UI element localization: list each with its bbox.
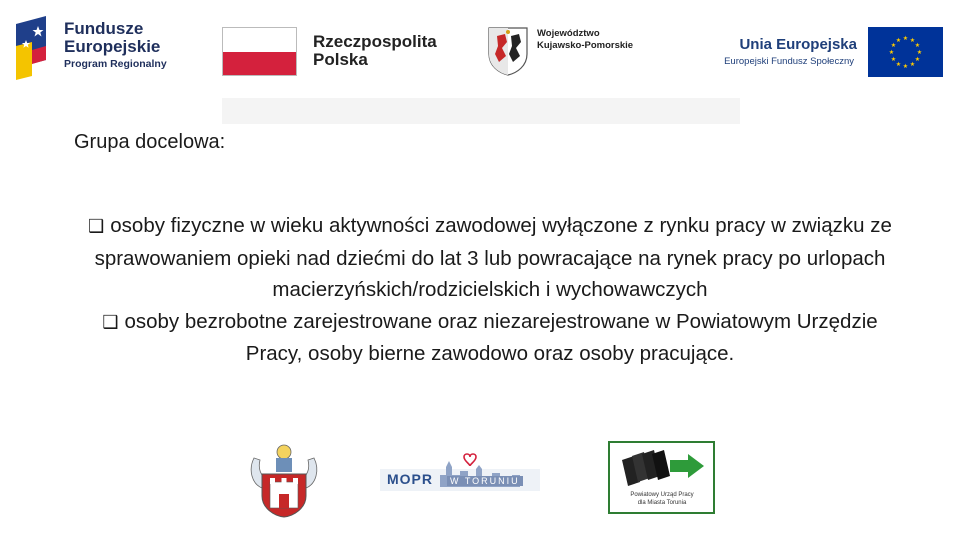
svg-text:★: ★ xyxy=(888,49,895,56)
list-item xyxy=(80,306,900,370)
unia-europejska-subtitle: Europejski Fundusz Społeczny xyxy=(724,56,854,67)
mopr-name: MOPR xyxy=(387,471,433,487)
svg-text:★: ★ xyxy=(909,37,916,44)
rzeczpospolita-line1: Rzeczpospolita xyxy=(313,32,437,51)
svg-text:★: ★ xyxy=(909,61,916,68)
wojewodztwo-line2: Kujawsko-Pomorskie xyxy=(537,40,634,52)
checkbox-bullet-icon: ❑ xyxy=(102,311,119,333)
svg-text:★: ★ xyxy=(895,37,902,44)
fundusze-line2: Europejskie xyxy=(64,36,161,56)
checkbox-bullet-icon: ❑ xyxy=(88,216,105,237)
pup-line1: Powiatowy Urząd Pracy xyxy=(630,492,694,498)
fundusze-europejskie-text xyxy=(64,20,167,70)
svg-text:★: ★ xyxy=(890,42,897,49)
target-group-list xyxy=(80,210,900,370)
mopr-city: W TORUNIU xyxy=(447,476,523,486)
svg-text:★: ★ xyxy=(914,42,921,49)
list-item xyxy=(80,210,900,306)
list-item-text: osoby bezrobotne zarejestrowane oraz niezarejestrowane w Powiatowym Urzędzie Pracy, osoby bierne zawodowo oraz osoby pracujące. xyxy=(124,309,878,365)
svg-text:★: ★ xyxy=(916,49,923,56)
fundusze-line1: Fundusze xyxy=(64,19,144,38)
wojewodztwo-line1: Województwo xyxy=(537,28,600,39)
svg-text:★: ★ xyxy=(895,61,902,68)
unia-europejska-title: Unia Europejska xyxy=(739,36,857,53)
svg-text:★: ★ xyxy=(890,56,897,63)
slide-heading: Grupa docelowa: xyxy=(74,131,226,153)
header-separator-bar xyxy=(222,98,740,124)
svg-text:★: ★ xyxy=(902,63,909,70)
svg-text:★: ★ xyxy=(902,35,909,42)
wojewodztwo-text xyxy=(537,28,633,53)
rzeczpospolita-text xyxy=(313,33,437,69)
svg-text:★: ★ xyxy=(914,56,921,63)
rzeczpospolita-line2: Polska xyxy=(313,49,368,69)
pup-caption xyxy=(612,492,712,507)
torun-coat-of-arms-icon xyxy=(248,440,320,518)
list-item-text: osoby fizyczne w wieku aktywności zawodowej wyłączone z rynku pracy w związku ze sprawowaniem opieki nad dziećmi do lat 3 lub powracające na rynek pracy po urlopach macierzyńskich/rodzicielskich i wychowawczych xyxy=(94,214,892,301)
pup-cards-arrow-icon xyxy=(616,446,708,490)
pup-line2: dla Miasta Torunia xyxy=(637,499,687,506)
kujawsko-pomorskie-coat-of-arms-icon xyxy=(487,26,529,76)
poland-flag-icon xyxy=(222,27,297,76)
fundusze-line3: Program Regionalny xyxy=(64,57,167,70)
eu-flag-icon xyxy=(868,27,943,77)
fundusze-europejskie-logo-icon xyxy=(12,16,60,80)
